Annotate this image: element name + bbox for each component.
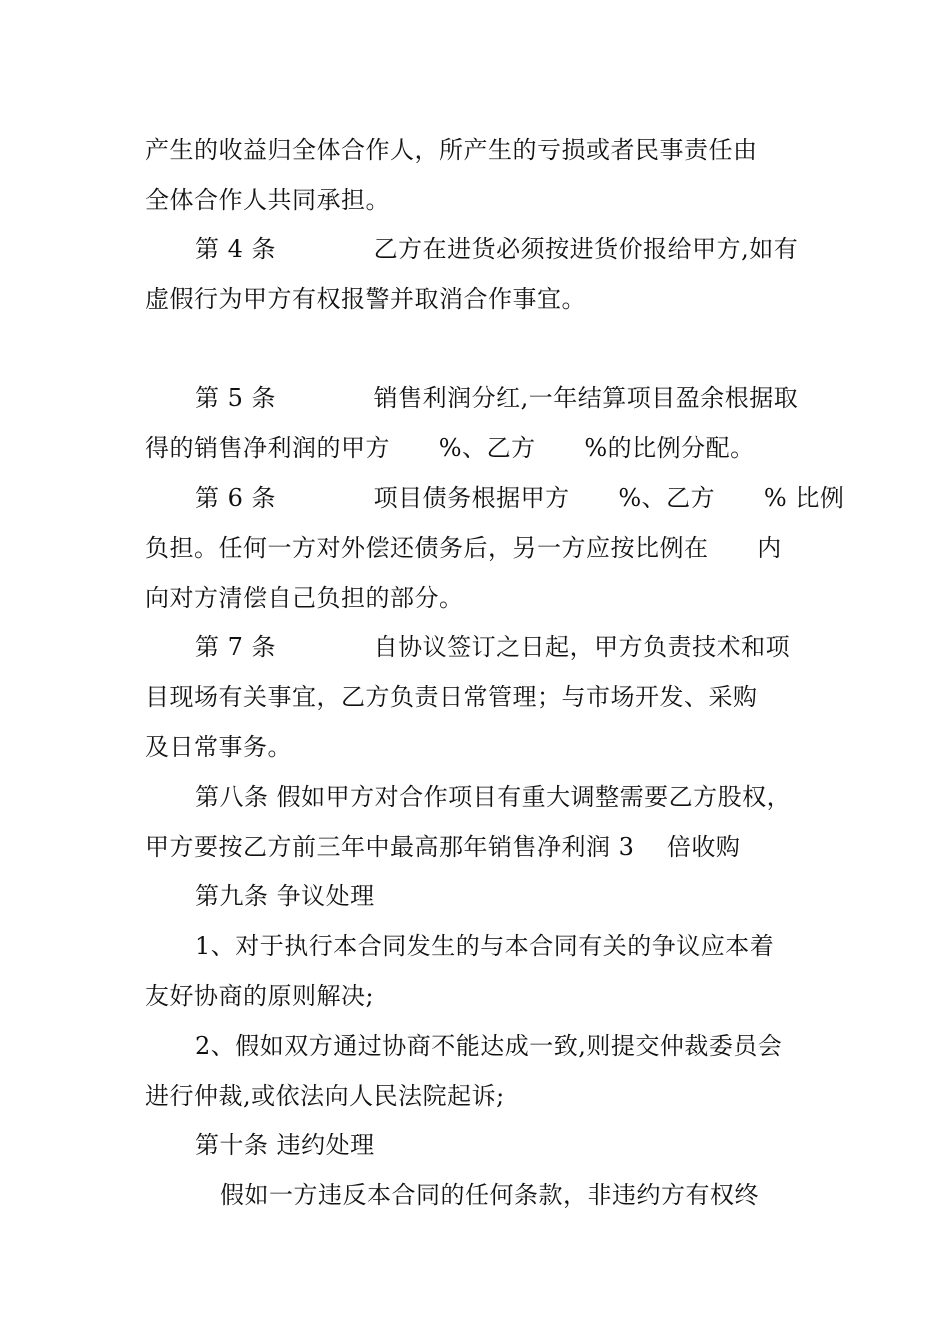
text-line: 全体合作人共同承担。 bbox=[145, 186, 390, 214]
text-line: 产生的收益归全体合作人，所产生的亏损或者民事责任由 bbox=[145, 136, 758, 164]
text-line: 负担。任何一方对外偿还债务后，另一方应按比例在 内 bbox=[145, 534, 782, 562]
article-8-line: 第八条 假如甲方对合作项目有重大调整需要乙方股权， bbox=[195, 783, 792, 811]
clause-1-line: 1、对于执行本合同发生的与本合同有关的争议应本着 bbox=[195, 932, 775, 960]
article-5-line: 第 5 条 销售利润分红,一年结算项目盈余根据取 bbox=[195, 384, 799, 412]
article-7-line: 第 7 条 自协议签订之日起，甲方负责技术和项 bbox=[195, 633, 791, 661]
text-line: 得的销售净利润的甲方 %、乙方 %的比例分配。 bbox=[145, 434, 755, 462]
article-9-heading: 第九条 争议处理 bbox=[195, 882, 375, 910]
text-line: 假如一方违反本合同的任何条款，非违约方有权终 bbox=[220, 1181, 759, 1209]
text-line: 友好协商的原则解决; bbox=[145, 982, 375, 1010]
clause-2-line: 2、假如双方通过协商不能达成一致,则提交仲裁委员会 bbox=[195, 1032, 783, 1060]
text-line: 进行仲裁,或依法向人民法院起诉; bbox=[145, 1082, 505, 1110]
text-line: 向对方清偿自己负担的部分。 bbox=[145, 584, 464, 612]
article-4-line: 第 4 条 乙方在进货必须按进货价报给甲方,如有 bbox=[195, 235, 799, 263]
text-line: 甲方要按乙方前三年中最高那年销售净利润 3 倍收购 bbox=[145, 833, 741, 861]
text-line: 虚假行为甲方有权报警并取消合作事宜。 bbox=[145, 285, 586, 313]
article-6-line: 第 6 条 项目债务根据甲方 %、乙方 % 比例 bbox=[195, 484, 845, 512]
article-10-heading: 第十条 违约处理 bbox=[195, 1131, 375, 1159]
text-line: 及日常事务。 bbox=[145, 733, 292, 761]
text-line: 目现场有关事宜，乙方负责日常管理；与市场开发、采购 bbox=[145, 683, 758, 711]
